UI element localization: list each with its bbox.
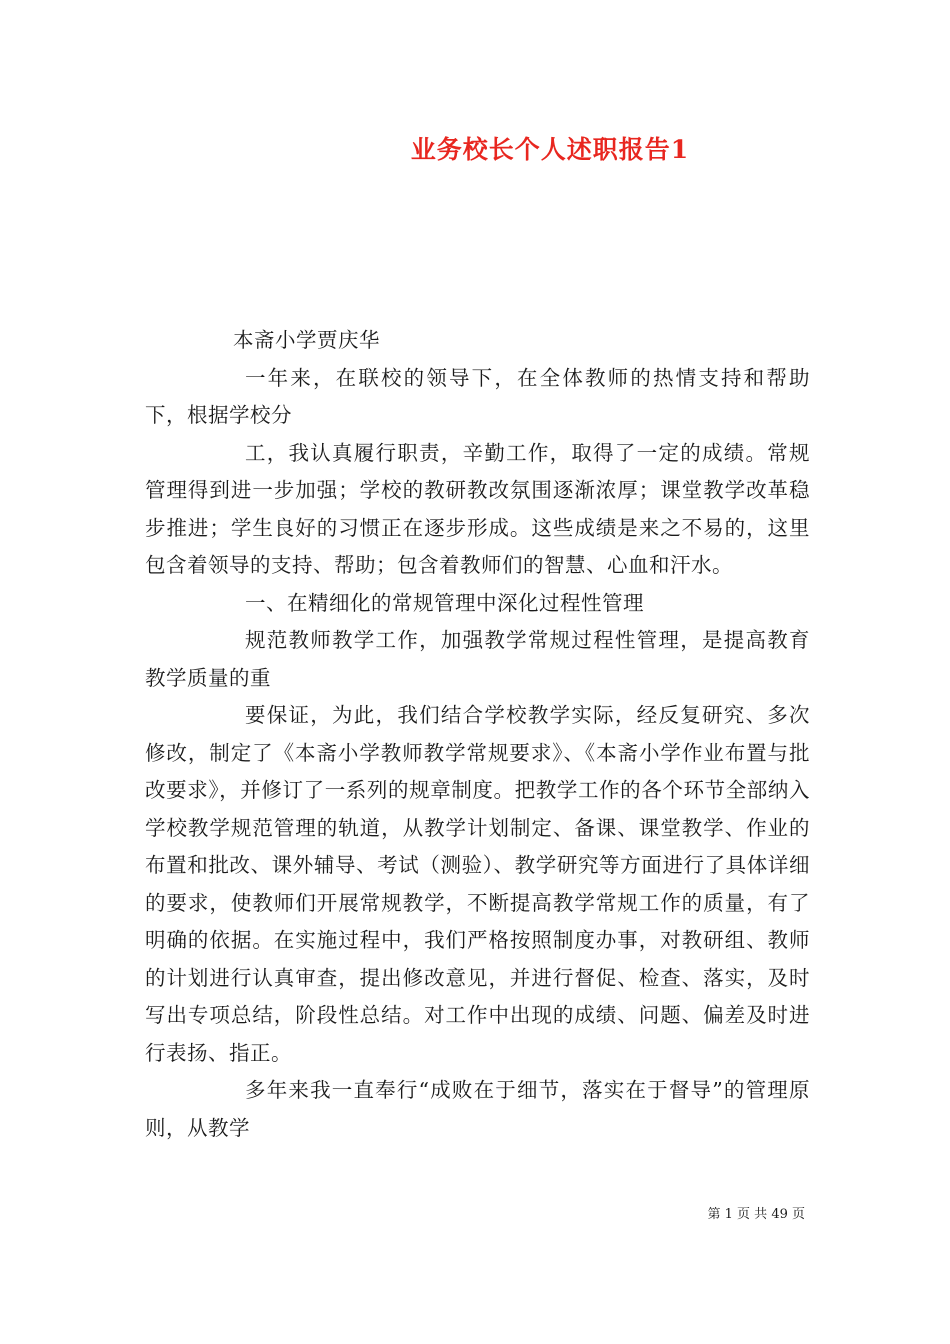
author-line: 本斋小学贾庆华 <box>233 328 380 352</box>
page-number: 第 1 页 共 49 页 <box>707 1207 805 1222</box>
document-title: 业务校长个人述职报告1 <box>410 135 690 164</box>
section-heading: 一、在精细化的常规管理中深化过程性管理 <box>245 590 644 615</box>
paragraph: 要保证，为此，我们结合学校教学实际，经反复研究、多次修改，制定了《本斋小学教师教学常规要求》、《本斋小学作业布置与批改要求》，并修订了一系列的规章制度。把教学工作的各个环节全部纳入学校教学规范管理的轨道，从教学计划制定、备课、课堂教学、作业的布置和批改、课外辅导、考试（测验）、教学研究等方面进行了具体详细的要求，使教师们开展常规教学，不断提高教学常规工作的质量，有了明确的依据。在实施过程中，我们严格按照制度办事，对教研组、教师的计划进行认真审查，提出修改意见，并进行督促、检查、落实，及时写出专项总结，阶段性总结。对工作中出现的成绩、问题、偏差及时进行表扬、指正。 <box>145 703 810 1065</box>
document-body <box>145 322 810 1147</box>
paragraph: 工，我认真履行职责，辛勤工作，取得了一定的成绩。常规管理得到进一步加强；学校的教研教改氛围逐渐浓厚；课堂教学改革稳步推进；学生良好的习惯正在逐步形成。这些成绩是来之不易的，这里包含着领导的支持、帮助；包含着教师们的智慧、心血和汗水。 <box>145 440 810 577</box>
paragraph: 规范教师教学工作，加强教学常规过程性管理，是提高教育教学质量的重 <box>145 628 810 690</box>
paragraph: 多年来我一直奉行“成败在于细节，落实在于督导”的管理原则，从教学 <box>145 1078 810 1140</box>
paragraph: 一年来，在联校的领导下，在全体教师的热情支持和帮助下，根据学校分 <box>145 365 810 427</box>
